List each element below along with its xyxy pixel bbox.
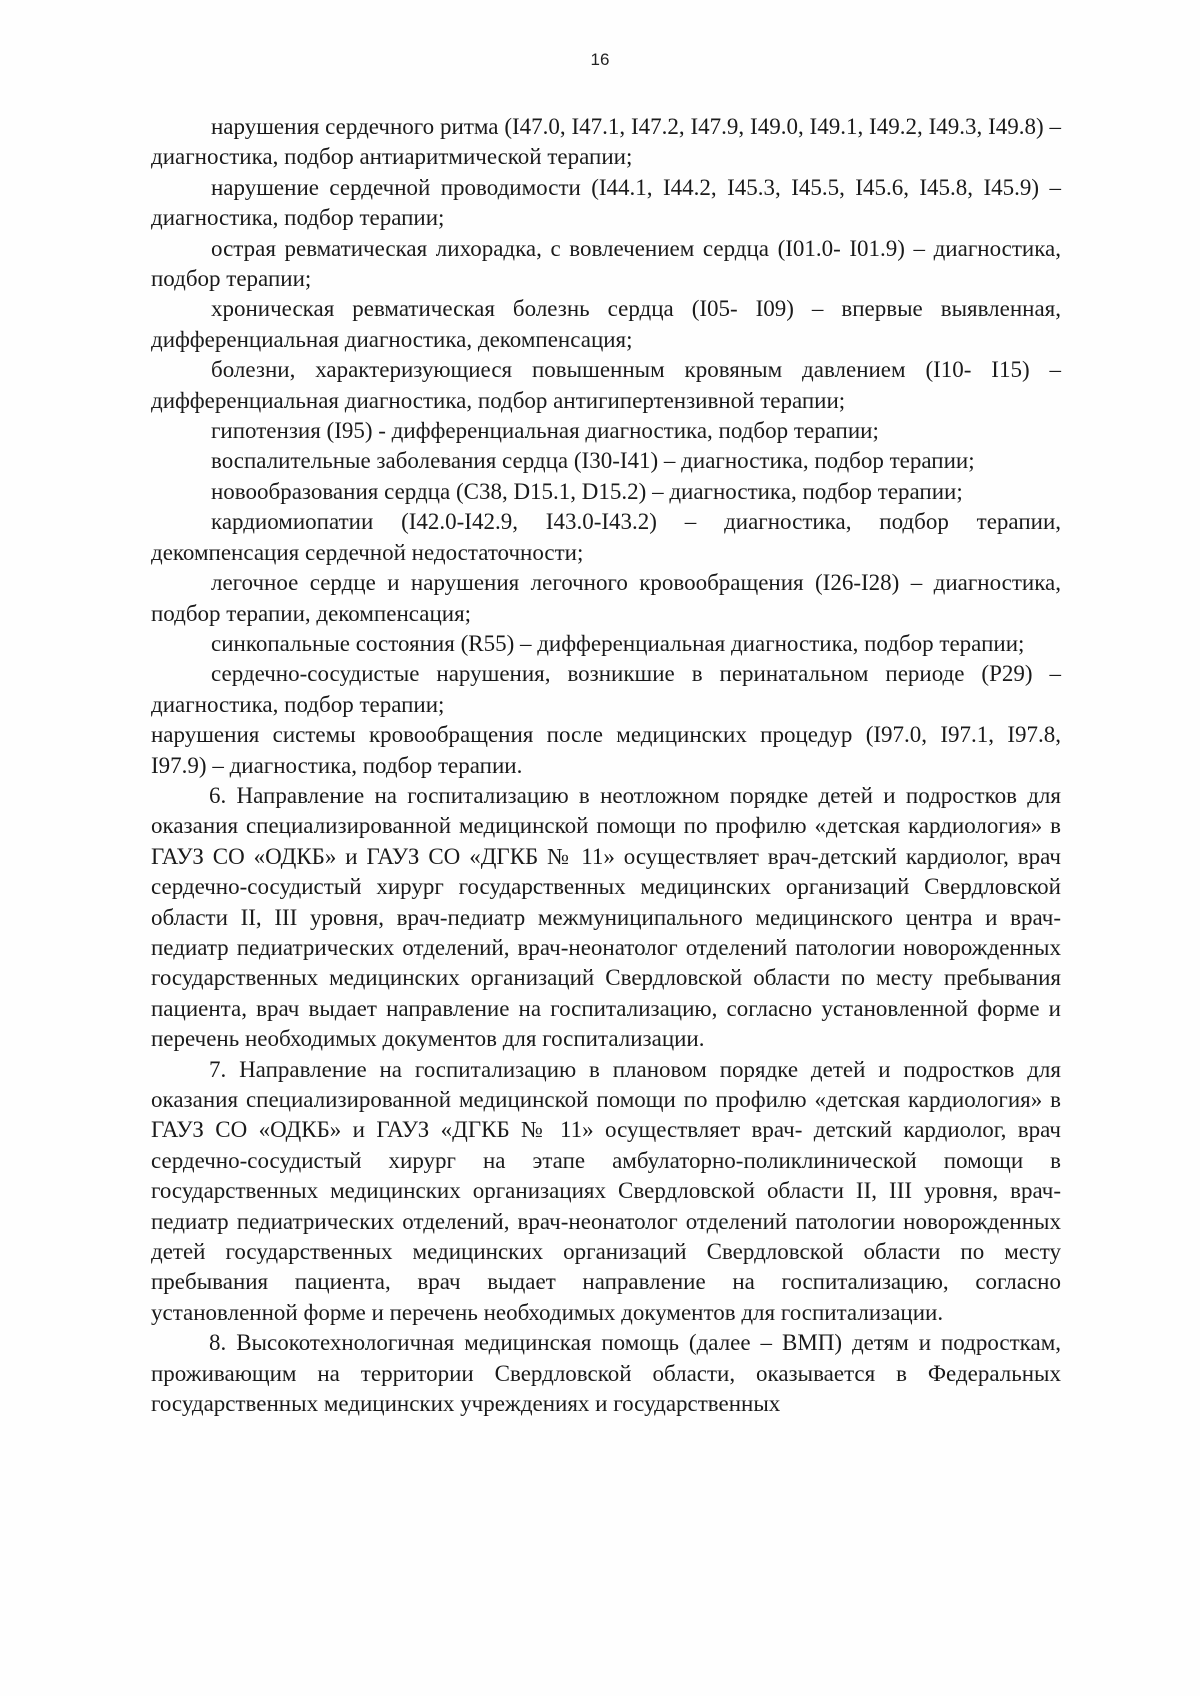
list-item-postprocedural: нарушения системы кровообращения после медицинских процедур (I97.0, I97.1, I97.8, I97.9) – диагностика, подбор терапии. <box>151 722 1061 778</box>
list-item-perinatal: сердечно-сосудистые нарушения, возникшие в перинатальном периоде (P29) – диагностика, подбор терапии; <box>151 661 1061 717</box>
list-item-neoplasms: новообразования сердца (C38, D15.1, D15.2) – диагностика, подбор терапии; <box>211 478 963 504</box>
page-number: 16 <box>590 50 610 69</box>
list-item-inflammatory: воспалительные заболевания сердца (I30-I41) – диагностика, подбор терапии; <box>211 448 975 474</box>
list-item-conduction: нарушение сердечной проводимости (I44.1, I44.2, I45.3, I45.5, I45.6, I45.8, I45.9) – диагностика, подбор терапии; <box>151 174 1061 231</box>
list-item-hypertension: болезни, характеризующиеся повышенным кровяным давлением (I10- I15) – дифференциальная диагностика, подбор антигипертензивной терапии; <box>151 357 1061 413</box>
list-item-syncope: синкопальные состояния (R55) – дифференциальная диагностика, подбор терапии; <box>211 630 1025 656</box>
paragraph-6: 6. Направление на госпитализацию в неотложном порядке детей и подростков для оказания специализированной медицинской помощи по профилю «детская кардиология» в ГАУЗ СО «ОДКБ» и ГАУЗ СО «ДГКБ № 11» осуществляет врач-детский кардиолог, врач сердечно-сосудистый хирург государственных медицинских организаций Свердловской области II, III уровня, врач-педиатр межмуниципального медицинского центра и врач-педиатр педиатрических отделений, врач-неонатолог отделений патологии новорожденных государственных медицинских организаций Свердловской области по месту пребывания пациента, врач выдает направление на госпитализацию, согласно установленной форме и перечень необходимых документов для госпитализации. <box>151 782 1061 1052</box>
list-item-rheumatic-fever: острая ревматическая лихорадка, с вовлечением сердца (I01.0- I01.9) – диагностика, подбор терапии; <box>151 235 1061 292</box>
list-item-chronic-rheumatic: хроническая ревматическая болезнь сердца (I05- I09) – впервые выявленная, дифференциальная диагностика, декомпенсация; <box>151 296 1061 352</box>
list-item-hypotension: гипотензия (I95) - дифференциальная диагностика, подбор терапии; <box>211 418 879 444</box>
list-item-pulmonary: легочное сердце и нарушения легочного кровообращения (I26-I28) – диагностика, подбор терапии, декомпенсация; <box>151 570 1061 626</box>
list-item-heart-rhythm: нарушения сердечного ритма (I47.0, I47.1, I47.2, I47.9, I49.0, I49.1, I49.2, I49.3, I49.8) – диагностика, подбор антиаритмической терапии; <box>151 114 1061 170</box>
paragraph-7: 7. Направление на госпитализацию в плановом порядке детей и подростков для оказания специализированной медицинской помощи по профилю «детская кардиология» в ГАУЗ СО «ОДКБ» и ГАУЗ «ДГКБ № 11» осуществляет врач- детский кардиолог, врач сердечно-сосудистый хирург на этапе амбулаторно-поликлинической помощи в государственных медицинских организациях Свердловской области II, III уровня, врач-педиатр педиатрических отделений, врач-неонатолог отделений патологии новорожденных детей государственных медицинских организаций Свердловской области по месту пребывания пациента, врач выдает направление на госпитализацию, согласно установленной форме и перечень необходимых документов для госпитализации. <box>151 1056 1061 1325</box>
paragraph-8: 8. Высокотехнологичная медицинская помощь (далее – ВМП) детям и подросткам, проживающим на территории Свердловской области, оказывается в Федеральных государственных медицинских учреждениях и государственных <box>151 1330 1061 1417</box>
document-body <box>151 112 1061 1419</box>
list-item-cardiomyopathy: кардиомиопатии (I42.0-I42.9, I43.0-I43.2) – диагностика, подбор терапии, декомпенсация сердечной недостаточности; <box>151 509 1061 565</box>
